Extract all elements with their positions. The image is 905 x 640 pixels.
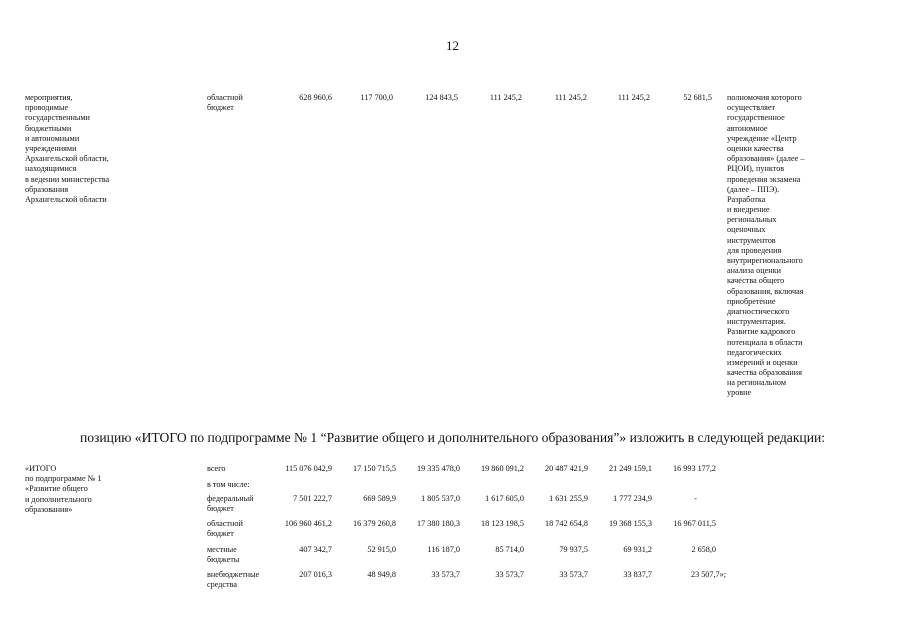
row-value-cell: 23 507,7»;: [690, 570, 726, 579]
note-line: качества общего: [727, 276, 785, 286]
row-value-cell: 106 960 461,2: [284, 519, 332, 528]
source-cell: [207, 93, 243, 113]
row-value-cell: 16 967 011,5: [673, 519, 716, 528]
top-value-cell: 117 700,0: [360, 93, 393, 102]
row-label-line: бюджеты: [207, 555, 240, 564]
total-title-cell: [25, 464, 102, 515]
note-line: Разработка: [727, 194, 766, 204]
row-value-cell: 52 915,0: [367, 545, 396, 554]
row-value-cell: 33 573,7: [559, 570, 588, 579]
activity-line: Архангельской области: [25, 194, 107, 204]
activity-line: образования: [25, 184, 69, 194]
row-value-cell: 33 573,7: [431, 570, 460, 579]
row-value-cell: 20 487 421,9: [545, 464, 588, 473]
row-label-line: в том числе:: [207, 480, 250, 489]
note-line: измерений и оценки: [727, 357, 798, 367]
note-line: инструментария.: [727, 317, 786, 327]
row-label: [207, 494, 254, 514]
row-label: [207, 570, 259, 590]
note-line: образования» (далее –: [727, 154, 805, 164]
note-line: потенциала в области: [727, 337, 803, 347]
note-line: уровне: [727, 388, 752, 398]
note-line: государственное: [727, 113, 785, 123]
activity-line: проводимые: [25, 103, 69, 113]
note-line: приобретение: [727, 296, 776, 306]
row-value-cell: 115 076 042,9: [285, 464, 332, 473]
activity-cell: [25, 93, 109, 205]
row-value-cell: 19 860 091,2: [481, 464, 524, 473]
row-value-cell: -: [694, 494, 697, 503]
note-cell: [727, 93, 804, 399]
activity-line: и автономными: [25, 133, 80, 143]
row-value-cell: 17 380 180,3: [417, 519, 460, 528]
row-value-cell: 33 573,7: [495, 570, 524, 579]
note-line: анализа оценки: [727, 266, 781, 276]
note-line: Развитие кадрового: [727, 327, 796, 337]
note-line: осуществляет: [727, 103, 776, 113]
row-label-line: бюджет: [207, 529, 234, 538]
row-value-cell: 18 742 654,8: [545, 519, 588, 528]
note-line: для проведения: [727, 245, 782, 255]
row-label-line: средства: [207, 580, 238, 589]
activity-line: находящимися: [25, 164, 77, 174]
note-line: инструментов: [727, 235, 776, 245]
page-number: 12: [446, 38, 459, 53]
row-value-cell: 116 187,0: [427, 545, 460, 554]
source-line: бюджет: [207, 103, 234, 113]
row-value-cell: 18 123 198,5: [481, 519, 524, 528]
note-line: образования, включая: [727, 286, 804, 296]
row-value-cell: 19 335 478,0: [417, 464, 460, 473]
activity-line: учреждениями: [25, 143, 77, 153]
row-value-cell: 16 379 260,8: [353, 519, 396, 528]
total-title-line: и дополнительного: [25, 494, 92, 504]
top-value-cell: 111 245,2: [489, 93, 522, 102]
row-value-cell: 1 631 255,9: [549, 494, 588, 503]
note-line: внутрирегионального: [727, 256, 803, 265]
row-value-cell: 2 658,0: [691, 545, 716, 554]
row-value-cell: 17 150 715,5: [353, 464, 396, 473]
total-title-line: «Развитие общего: [25, 484, 88, 494]
row-value-cell: 1 617 605,0: [485, 494, 524, 503]
row-value-cell: 79 937,5: [559, 545, 588, 554]
row-value-cell: 7 501 222,7: [293, 494, 332, 503]
activity-line: в ведении министерства: [25, 174, 110, 184]
row-value-cell: 19 368 155,3: [609, 519, 652, 528]
total-title-line: по подпрограмме № 1: [25, 474, 102, 484]
note-line: автономное: [727, 123, 768, 133]
row-label-line: бюджет: [207, 504, 234, 513]
note-line: региональных: [727, 215, 777, 225]
activity-line: мероприятия,: [25, 93, 73, 102]
row-label-line: местные: [207, 545, 237, 554]
top-value-cell: 111 245,2: [617, 93, 650, 102]
row-value-cell: 33 837,7: [623, 570, 652, 579]
activity-line: Архангельской области,: [25, 154, 109, 164]
note-line: (далее – ППЭ).: [727, 184, 780, 194]
activity-line: государственными: [25, 113, 90, 123]
row-label-line: федеральный: [207, 494, 254, 503]
activity-line: бюджетными: [25, 123, 72, 133]
row-value-cell: 16 993 177,2: [673, 464, 716, 473]
note-line: диагностического: [727, 306, 790, 316]
note-line: оценочных: [727, 225, 766, 235]
top-value-cell: 111 245,2: [554, 93, 587, 102]
row-value-cell: 85 714,0: [495, 545, 524, 554]
top-value-cell: 124 843,5: [425, 93, 458, 102]
total-title-line: «ИТОГО: [25, 464, 57, 473]
row-value-cell: 407 342,7: [299, 545, 332, 554]
row-value-cell: 69 931,2: [623, 545, 652, 554]
row-label: [207, 464, 225, 474]
row-value-cell: 48 949,8: [367, 570, 396, 579]
top-value-cell: 628 960,6: [299, 93, 332, 102]
top-value-cell: 52 681,5: [683, 93, 712, 102]
total-title-line: образования»: [25, 504, 73, 514]
row-label: [207, 519, 243, 539]
row-value-cell: 1 805 537,0: [421, 494, 460, 503]
row-value-cell: 21 249 159,1: [609, 464, 652, 473]
amendment-heading: позицию «ИТОГО по подпрограмме № 1 “Развитие общего и дополнительного образования”» изложить в следующей редакции:: [79, 430, 826, 445]
row-label-line: внебюджетные: [207, 570, 260, 579]
source-line: областной: [207, 93, 243, 102]
note-line: качества образования: [727, 368, 802, 378]
row-label: [207, 480, 250, 490]
note-line: и внедрение: [727, 205, 770, 215]
row-value-cell: 207 016,3: [299, 570, 332, 579]
note-line: полномочия которого: [727, 93, 802, 102]
note-line: учреждение «Центр: [727, 133, 797, 143]
row-value-cell: 1 777 234,9: [613, 494, 652, 503]
note-line: РЦОИ), пунктов: [727, 164, 785, 174]
note-line: проведения экзамена: [727, 174, 801, 184]
row-label-line: всего: [207, 464, 226, 473]
row-label-line: областной: [207, 519, 243, 528]
row-label: [207, 545, 239, 565]
note-line: на региональном: [727, 378, 787, 388]
note-line: педагогических: [727, 347, 782, 357]
row-value-cell: 669 589,9: [363, 494, 396, 503]
note-line: оценки качества: [727, 143, 784, 153]
